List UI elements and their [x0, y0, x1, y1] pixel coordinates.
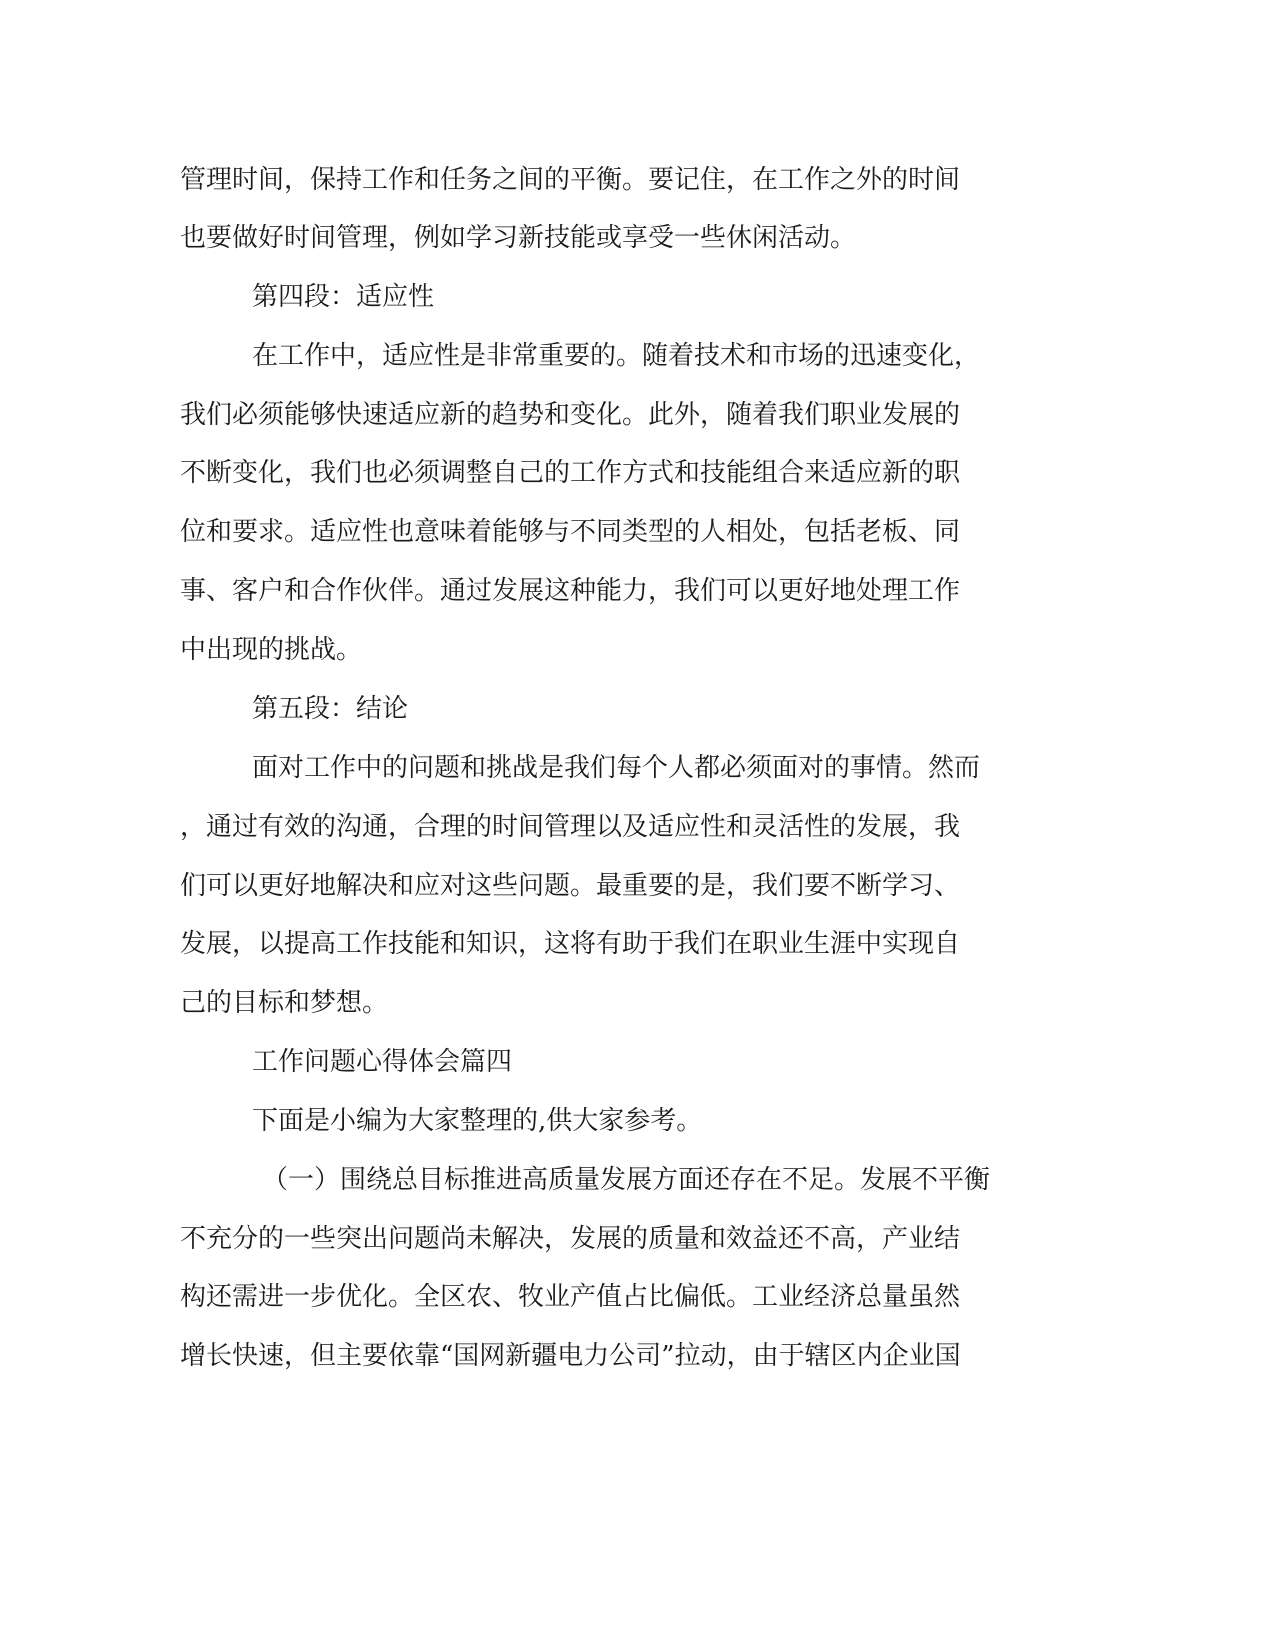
text-line: 己的目标和梦想。	[180, 988, 389, 1018]
text-line: 不断变化，我们也必须调整自己的工作方式和技能组合来适应新的职	[180, 458, 961, 488]
text-line: 增长快速，但主要依靠“国网新疆电力公司”拉动，由于辖区内企业国	[180, 1341, 961, 1371]
text-line: 构还需进一步优化。全区农、牧业产值占比偏低。工业经济总量虽然	[180, 1282, 961, 1312]
text-line: 也要做好时间管理，例如学习新技能或享受一些休闲活动。	[180, 223, 857, 253]
text-line: 发展，以提高工作技能和知识，这将有助于我们在职业生涯中实现自	[180, 929, 961, 959]
text-line: 在工作中，适应性是非常重要的。随着技术和市场的迅速变化，	[252, 341, 981, 371]
text-line: 们可以更好地解决和应对这些问题。最重要的是，我们要不断学习、	[180, 871, 961, 901]
text-line: 中出现的挑战。	[180, 635, 363, 665]
text-line: ，通过有效的沟通，合理的时间管理以及适应性和灵活性的发展，我	[180, 812, 961, 842]
text-line: 管理时间，保持工作和任务之间的平衡。要记住，在工作之外的时间	[180, 165, 961, 195]
text-line: 位和要求。适应性也意味着能够与不同类型的人相处，包括老板、同	[180, 517, 961, 547]
text-line: 我们必须能够快速适应新的趋势和变化。此外，随着我们职业发展的	[180, 400, 961, 430]
text-line: 下面是小编为大家整理的,供大家参考。	[252, 1106, 703, 1136]
text-line: 面对工作中的问题和挑战是我们每个人都必须面对的事情。然而	[252, 753, 981, 783]
text-line: 不充分的一些突出问题尚未解决，发展的质量和效益还不高，产业结	[180, 1224, 961, 1254]
text-line: 事、客户和合作伙伴。通过发展这种能力，我们可以更好地处理工作	[180, 576, 961, 606]
section-heading: 第四段：适应性	[252, 282, 435, 312]
text-line: （一）围绕总目标推进高质量发展方面还存在不足。发展不平衡	[262, 1165, 991, 1195]
section-heading: 第五段：结论	[252, 694, 409, 724]
section-heading: 工作问题心得体会篇四	[252, 1047, 513, 1077]
